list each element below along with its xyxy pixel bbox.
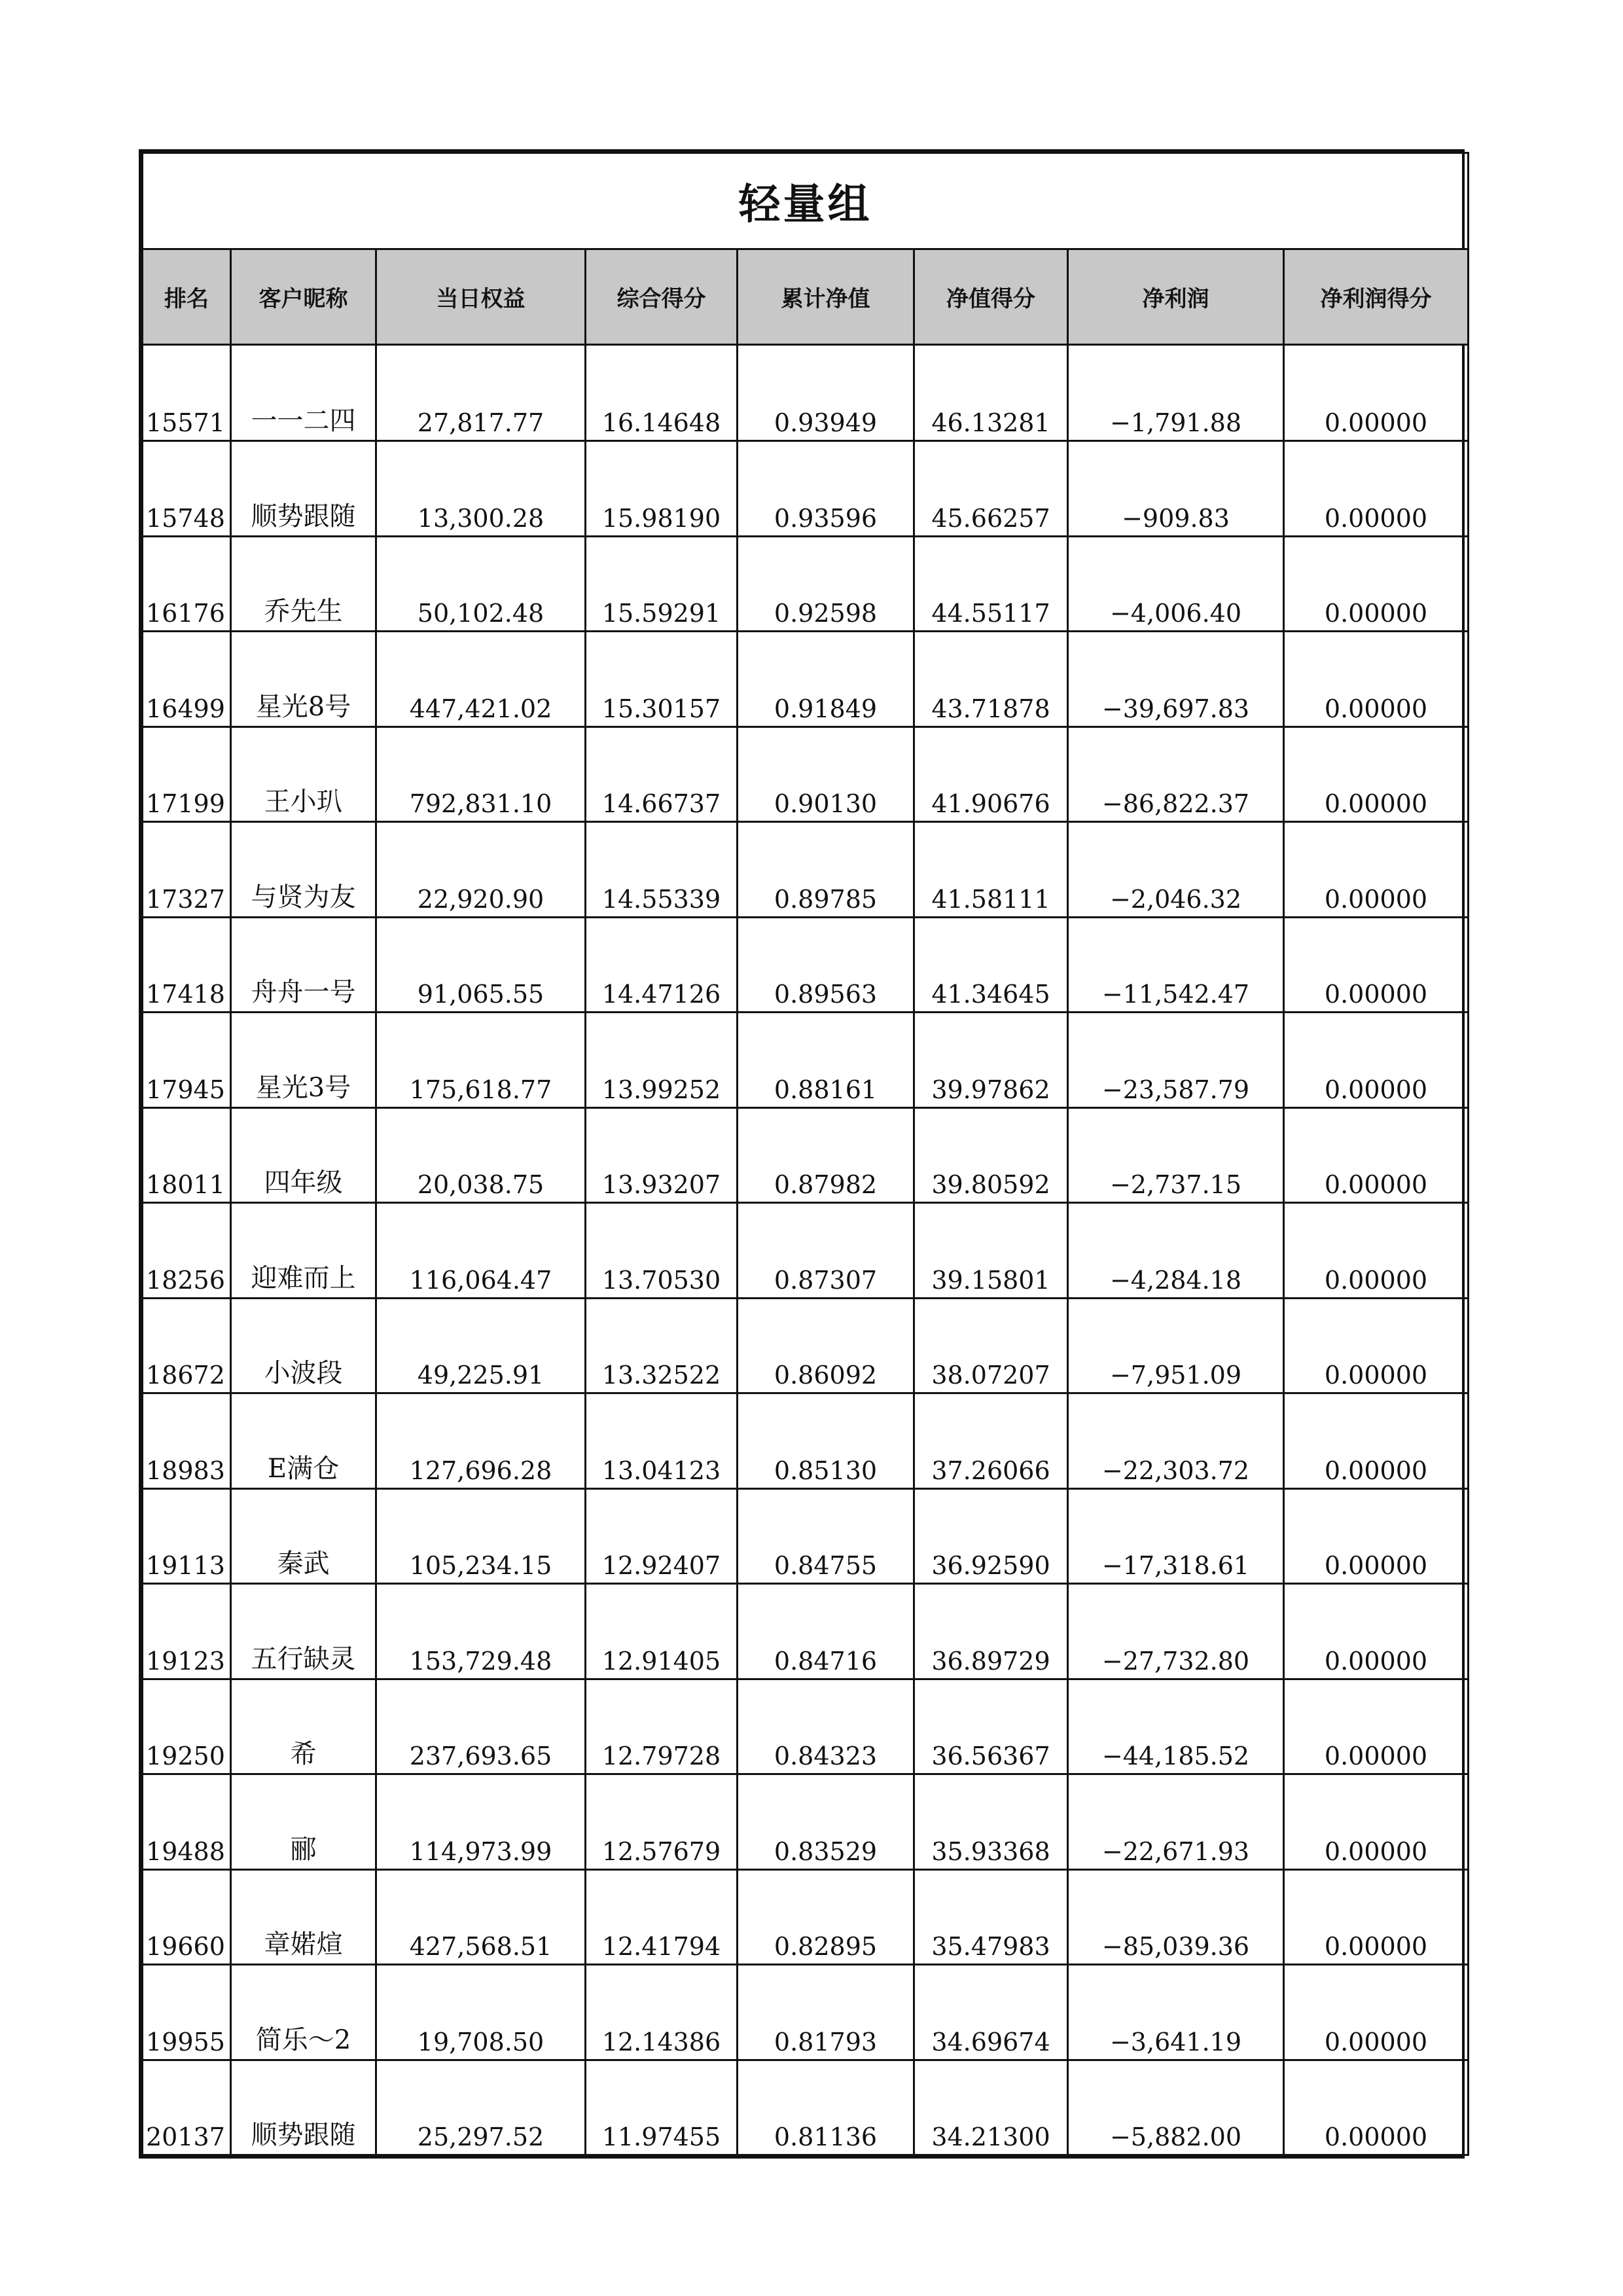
nickname-cell: 郦 [231, 1774, 376, 1870]
nickname-cell: 希 [231, 1679, 376, 1774]
equity-cell: 20,038.75 [376, 1107, 586, 1203]
table-row [143, 1774, 1469, 1870]
nickname-cell: 顺势跟随 [231, 441, 376, 537]
net-value-cell: 0.89785 [738, 822, 914, 918]
net-value-cell: 0.84755 [738, 1488, 914, 1584]
rank-cell: 17199 [143, 726, 231, 822]
rank-cell: 18672 [143, 1298, 231, 1393]
net-value-cell: 0.90130 [738, 726, 914, 822]
equity-cell: 427,568.51 [376, 1869, 586, 1965]
ranking-table [141, 152, 1469, 2156]
total-score-cell: 12.92407 [586, 1488, 738, 1584]
net-value-cell: 0.92598 [738, 536, 914, 632]
equity-cell: 13,300.28 [376, 441, 586, 537]
column-header-net-profit: 净利润 [1068, 249, 1284, 345]
nickname-cell: 迎难而上 [231, 1203, 376, 1299]
net-value-cell: 0.82895 [738, 1869, 914, 1965]
table-row [143, 1107, 1469, 1203]
net-profit-score-cell: 0.00000 [1284, 822, 1469, 918]
table-row [143, 345, 1469, 441]
table-row [143, 1393, 1469, 1489]
total-score-cell: 12.91405 [586, 1584, 738, 1679]
rank-cell: 18011 [143, 1107, 231, 1203]
net-profit-cell: −17,318.61 [1068, 1488, 1284, 1584]
net-profit-cell: −5,882.00 [1068, 2060, 1284, 2155]
net-value-score-cell: 37.26066 [914, 1393, 1068, 1489]
nickname-cell: 顺势跟随 [231, 2060, 376, 2155]
net-value-score-cell: 43.71878 [914, 632, 1068, 727]
total-score-cell: 15.30157 [586, 632, 738, 727]
rank-cell: 15571 [143, 345, 231, 441]
nickname-cell: 星光8号 [231, 632, 376, 727]
net-profit-score-cell: 0.00000 [1284, 1203, 1469, 1299]
net-value-cell: 0.85130 [738, 1393, 914, 1489]
total-score-cell: 13.32522 [586, 1298, 738, 1393]
net-profit-score-cell: 0.00000 [1284, 1584, 1469, 1679]
net-value-cell: 0.86092 [738, 1298, 914, 1393]
equity-cell: 153,729.48 [376, 1584, 586, 1679]
column-header-equity: 当日权益 [376, 249, 586, 345]
rank-cell: 15748 [143, 441, 231, 537]
nickname-cell: 与贤为友 [231, 822, 376, 918]
total-score-cell: 13.70530 [586, 1203, 738, 1299]
net-profit-score-cell: 0.00000 [1284, 1393, 1469, 1489]
rank-cell: 20137 [143, 2060, 231, 2155]
column-header-total-score: 综合得分 [586, 249, 738, 345]
nickname-cell: 舟舟一号 [231, 917, 376, 1013]
equity-cell: 91,065.55 [376, 917, 586, 1013]
table-header-row [143, 249, 1469, 345]
equity-cell: 19,708.50 [376, 1965, 586, 2060]
net-profit-score-cell: 0.00000 [1284, 1965, 1469, 2060]
net-profit-cell: −3,641.19 [1068, 1965, 1284, 2060]
equity-cell: 22,920.90 [376, 822, 586, 918]
net-value-cell: 0.89563 [738, 917, 914, 1013]
page-title: 轻量组 [143, 153, 1469, 249]
total-score-cell: 16.14648 [586, 345, 738, 441]
equity-cell: 27,817.77 [376, 345, 586, 441]
net-value-cell: 0.81793 [738, 1965, 914, 2060]
equity-cell: 792,831.10 [376, 726, 586, 822]
nickname-cell: 简乐～2 [231, 1965, 376, 2060]
total-score-cell: 14.66737 [586, 726, 738, 822]
nickname-cell: 秦武 [231, 1488, 376, 1584]
net-profit-score-cell: 0.00000 [1284, 345, 1469, 441]
table-row [143, 1584, 1469, 1679]
net-value-score-cell: 46.13281 [914, 345, 1068, 441]
net-profit-score-cell: 0.00000 [1284, 1774, 1469, 1870]
net-profit-cell: −909.83 [1068, 441, 1284, 537]
table-row [143, 536, 1469, 632]
table-row [143, 1203, 1469, 1299]
net-value-cell: 0.88161 [738, 1013, 914, 1108]
rank-cell: 18256 [143, 1203, 231, 1299]
equity-cell: 116,064.47 [376, 1203, 586, 1299]
net-profit-score-cell: 0.00000 [1284, 917, 1469, 1013]
total-score-cell: 15.59291 [586, 536, 738, 632]
column-header-rank: 排名 [143, 249, 231, 345]
equity-cell: 105,234.15 [376, 1488, 586, 1584]
nickname-cell: E满仓 [231, 1393, 376, 1489]
total-score-cell: 13.99252 [586, 1013, 738, 1108]
net-value-cell: 0.81136 [738, 2060, 914, 2155]
rank-cell: 19250 [143, 1679, 231, 1774]
net-value-score-cell: 41.90676 [914, 726, 1068, 822]
net-value-score-cell: 41.34645 [914, 917, 1068, 1013]
equity-cell: 25,297.52 [376, 2060, 586, 2155]
net-value-cell: 0.87982 [738, 1107, 914, 1203]
net-value-score-cell: 45.66257 [914, 441, 1068, 537]
nickname-cell: 小波段 [231, 1298, 376, 1393]
net-value-score-cell: 44.55117 [914, 536, 1068, 632]
net-profit-score-cell: 0.00000 [1284, 726, 1469, 822]
equity-cell: 50,102.48 [376, 536, 586, 632]
nickname-cell: 星光3号 [231, 1013, 376, 1108]
equity-cell: 49,225.91 [376, 1298, 586, 1393]
net-value-cell: 0.83529 [738, 1774, 914, 1870]
total-score-cell: 12.57679 [586, 1774, 738, 1870]
net-profit-cell: −11,542.47 [1068, 917, 1284, 1013]
net-value-score-cell: 35.93368 [914, 1774, 1068, 1870]
total-score-cell: 13.04123 [586, 1393, 738, 1489]
ranking-sheet [139, 149, 1465, 2159]
total-score-cell: 14.47126 [586, 917, 738, 1013]
rank-cell: 19660 [143, 1869, 231, 1965]
rank-cell: 19113 [143, 1488, 231, 1584]
table-row [143, 1965, 1469, 2060]
net-profit-cell: −22,303.72 [1068, 1393, 1284, 1489]
nickname-cell: 王小玐 [231, 726, 376, 822]
equity-cell: 447,421.02 [376, 632, 586, 727]
net-value-score-cell: 34.21300 [914, 2060, 1068, 2155]
net-profit-score-cell: 0.00000 [1284, 1013, 1469, 1108]
net-profit-cell: −4,006.40 [1068, 536, 1284, 632]
rank-cell: 19488 [143, 1774, 231, 1870]
nickname-cell: 四年级 [231, 1107, 376, 1203]
net-profit-cell: −27,732.80 [1068, 1584, 1284, 1679]
net-profit-cell: −2,737.15 [1068, 1107, 1284, 1203]
column-header-net-value-score: 净值得分 [914, 249, 1068, 345]
net-profit-score-cell: 0.00000 [1284, 1488, 1469, 1584]
net-value-cell: 0.84323 [738, 1679, 914, 1774]
net-profit-score-cell: 0.00000 [1284, 1679, 1469, 1774]
rank-cell: 17945 [143, 1013, 231, 1108]
table-row [143, 1298, 1469, 1393]
net-profit-score-cell: 0.00000 [1284, 1107, 1469, 1203]
total-score-cell: 11.97455 [586, 2060, 738, 2155]
net-profit-score-cell: 0.00000 [1284, 536, 1469, 632]
net-value-cell: 0.87307 [738, 1203, 914, 1299]
net-profit-score-cell: 0.00000 [1284, 1869, 1469, 1965]
net-profit-cell: −23,587.79 [1068, 1013, 1284, 1108]
total-score-cell: 12.41794 [586, 1869, 738, 1965]
total-score-cell: 13.93207 [586, 1107, 738, 1203]
total-score-cell: 14.55339 [586, 822, 738, 918]
table-body [143, 345, 1469, 2155]
net-profit-cell: −2,046.32 [1068, 822, 1284, 918]
rank-cell: 16176 [143, 536, 231, 632]
total-score-cell: 12.14386 [586, 1965, 738, 2060]
net-profit-score-cell: 0.00000 [1284, 441, 1469, 537]
net-profit-score-cell: 0.00000 [1284, 1298, 1469, 1393]
net-profit-cell: −4,284.18 [1068, 1203, 1284, 1299]
net-value-score-cell: 39.15801 [914, 1203, 1068, 1299]
net-value-cell: 0.84716 [738, 1584, 914, 1679]
equity-cell: 114,973.99 [376, 1774, 586, 1870]
table-row [143, 1679, 1469, 1774]
net-value-score-cell: 35.47983 [914, 1869, 1068, 1965]
rank-cell: 19955 [143, 1965, 231, 2060]
equity-cell: 237,693.65 [376, 1679, 586, 1774]
net-value-score-cell: 36.92590 [914, 1488, 1068, 1584]
net-profit-cell: −44,185.52 [1068, 1679, 1284, 1774]
rank-cell: 16499 [143, 632, 231, 727]
nickname-cell: 五行缺灵 [231, 1584, 376, 1679]
table-row [143, 1488, 1469, 1584]
net-profit-score-cell: 0.00000 [1284, 632, 1469, 727]
table-row [143, 917, 1469, 1013]
net-profit-cell: −7,951.09 [1068, 1298, 1284, 1393]
net-profit-cell: −1,791.88 [1068, 345, 1284, 441]
rank-cell: 19123 [143, 1584, 231, 1679]
table-row [143, 632, 1469, 727]
table-row [143, 2060, 1469, 2155]
nickname-cell: 章婼煊 [231, 1869, 376, 1965]
net-value-score-cell: 36.56367 [914, 1679, 1068, 1774]
column-header-net-profit-score: 净利润得分 [1284, 249, 1469, 345]
nickname-cell: 一一二四 [231, 345, 376, 441]
net-value-score-cell: 41.58111 [914, 822, 1068, 918]
total-score-cell: 15.98190 [586, 441, 738, 537]
table-row [143, 822, 1469, 918]
rank-cell: 17418 [143, 917, 231, 1013]
total-score-cell: 12.79728 [586, 1679, 738, 1774]
net-value-cell: 0.93596 [738, 441, 914, 537]
net-value-score-cell: 39.97862 [914, 1013, 1068, 1108]
nickname-cell: 乔先生 [231, 536, 376, 632]
column-header-nickname: 客户昵称 [231, 249, 376, 345]
net-value-score-cell: 39.80592 [914, 1107, 1068, 1203]
column-header-net-value: 累计净值 [738, 249, 914, 345]
table-row [143, 441, 1469, 537]
net-value-score-cell: 38.07207 [914, 1298, 1068, 1393]
rank-cell: 17327 [143, 822, 231, 918]
net-value-cell: 0.91849 [738, 632, 914, 727]
table-row [143, 1013, 1469, 1108]
net-profit-cell: −39,697.83 [1068, 632, 1284, 727]
rank-cell: 18983 [143, 1393, 231, 1489]
net-profit-cell: −86,822.37 [1068, 726, 1284, 822]
net-profit-cell: −22,671.93 [1068, 1774, 1284, 1870]
net-value-score-cell: 34.69674 [914, 1965, 1068, 2060]
net-value-cell: 0.93949 [738, 345, 914, 441]
equity-cell: 175,618.77 [376, 1013, 586, 1108]
equity-cell: 127,696.28 [376, 1393, 586, 1489]
net-value-score-cell: 36.89729 [914, 1584, 1068, 1679]
net-profit-cell: −85,039.36 [1068, 1869, 1284, 1965]
table-row [143, 726, 1469, 822]
table-row [143, 1869, 1469, 1965]
net-profit-score-cell: 0.00000 [1284, 2060, 1469, 2155]
